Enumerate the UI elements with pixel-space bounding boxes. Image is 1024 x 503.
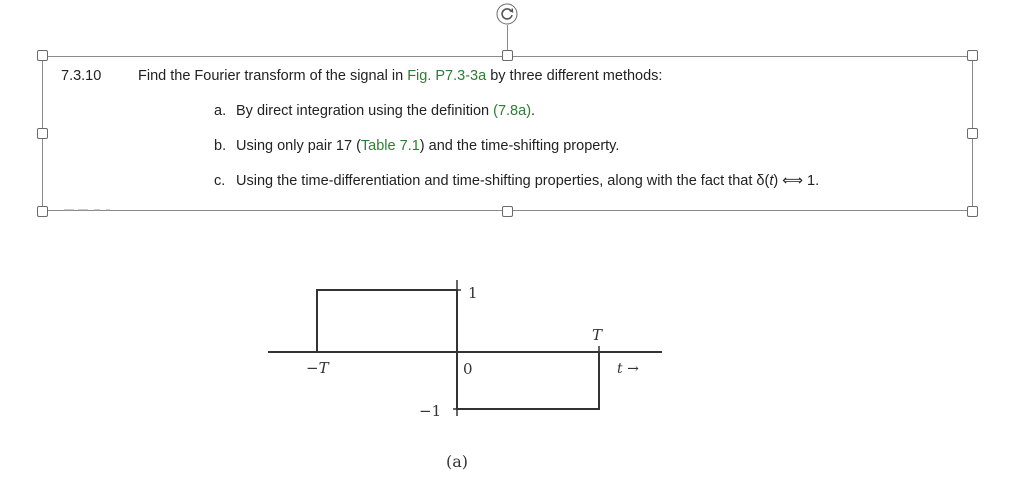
figure-reference-link[interactable]: Fig. P7.3-3a bbox=[407, 68, 487, 84]
stem-text: Find the Fourier transform of the signal in bbox=[138, 68, 408, 84]
figure-caption: (a) bbox=[446, 452, 469, 471]
label-one: 1 bbox=[468, 284, 478, 302]
subitem-marker: c. bbox=[214, 173, 226, 189]
label-minus-one: −1 bbox=[419, 402, 442, 420]
equation-reference-link[interactable]: (7.8a) bbox=[493, 103, 532, 119]
table-reference-link[interactable]: Table 7.1 bbox=[360, 138, 420, 154]
stem-tail: by three different methods: bbox=[486, 68, 663, 84]
time-variable: t bbox=[769, 173, 774, 189]
label-t-axis: t → bbox=[617, 361, 639, 377]
signal-waveform bbox=[317, 290, 599, 409]
problem-number: 7.3.10 bbox=[61, 68, 102, 84]
subitem-text-end: ) and the time-shifting property. bbox=[419, 138, 620, 154]
label-minus-T: −T bbox=[306, 359, 329, 377]
subitem-text: By direct integration using the definition bbox=[236, 103, 494, 119]
subitem-text-end: ) ⟺ 1. bbox=[773, 173, 820, 189]
subitem-marker: b. bbox=[214, 138, 227, 154]
label-zero: 0 bbox=[463, 360, 473, 378]
subitem-text: Using only pair 17 ( bbox=[236, 138, 361, 154]
subitem-marker: a. bbox=[214, 103, 227, 119]
label-T: T bbox=[592, 326, 603, 344]
subitem-text: Using the time-differentiation and time-shifting properties, along with the fact that δ( bbox=[236, 173, 770, 189]
subitem-text-end: . bbox=[531, 103, 536, 119]
